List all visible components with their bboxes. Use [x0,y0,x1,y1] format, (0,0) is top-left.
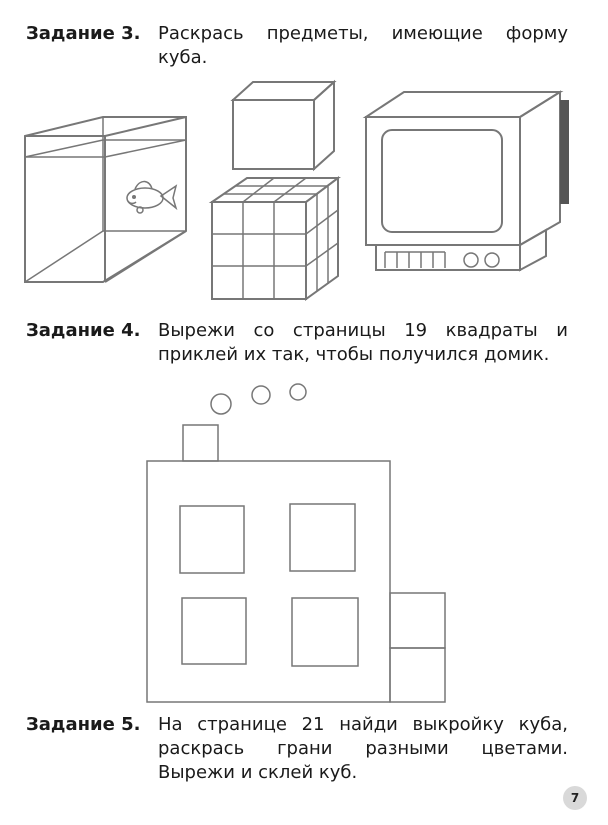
task-text: Раскрась предметы, имеющие форму куба. [158,23,568,68]
house-drawing [147,384,445,702]
task-label: Задание 3. [26,23,141,44]
task-text: На странице 21 найди выкройку куба, раскрась грани разными цветами. Вырежи и склей куб. [158,714,568,783]
fish-icon [127,181,176,213]
aquarium-drawing [25,117,186,282]
box-drawing [233,82,334,169]
task-text: Вырежи со страницы 19 квадраты и приклей их так, чтобы получился домик. [158,320,568,365]
task-label: Задание 4. [26,320,141,341]
rubiks-cube-drawing [212,178,338,299]
tv-drawing [366,92,569,270]
task-label: Задание 5. [26,714,141,735]
page-number: 7 [563,786,587,810]
